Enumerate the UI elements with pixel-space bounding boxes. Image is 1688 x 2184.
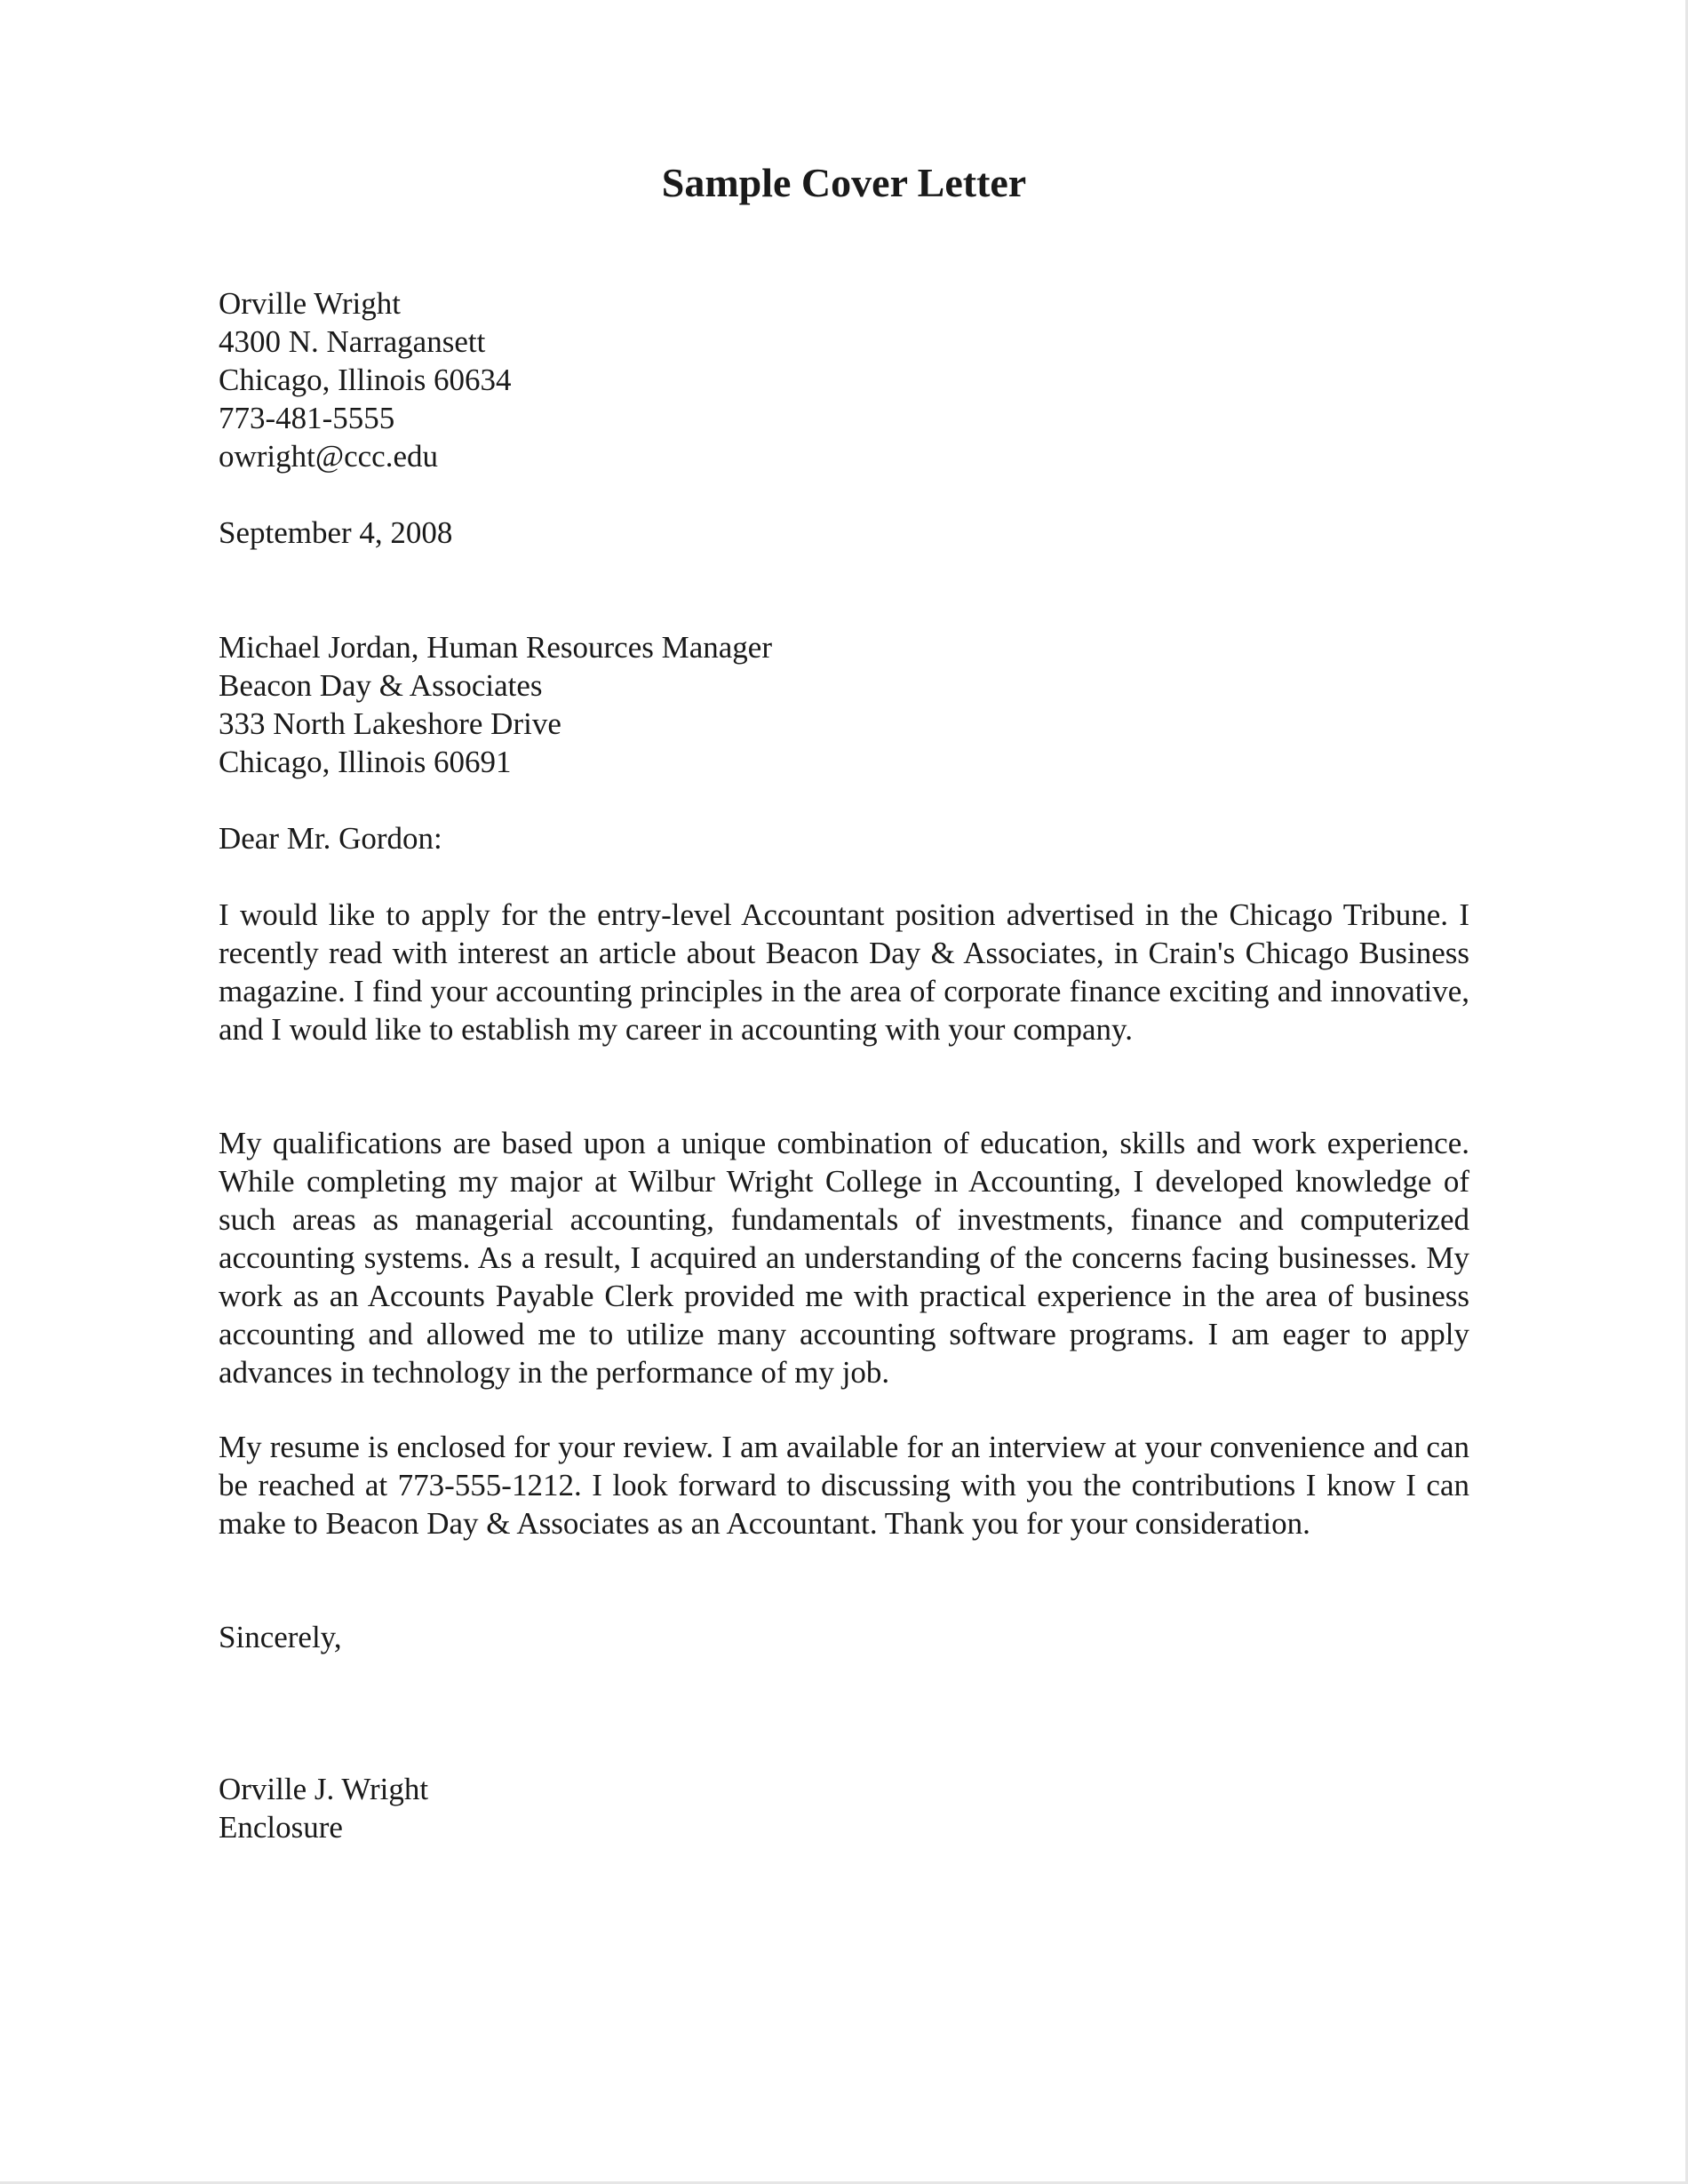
recipient-name-title: Michael Jordan, Human Resources Manager [219, 630, 772, 665]
sender-phone: 773-481-5555 [219, 401, 395, 435]
body-paragraph-1: I would like to apply for the entry-level Accountant position advertised in the Chicago Tribune. I recently read with interest an article about Beacon Day & Associates, in Crain's Chicago Business magazine. I find your accounting principles in the area of corporate finance exciting and innovative, and I would like to establish my career in accounting with your company. [219, 897, 1469, 1047]
salutation: Dear Mr. Gordon: [219, 821, 442, 856]
sender-email: owright@ccc.edu [219, 439, 438, 474]
signature-name: Orville J. Wright [219, 1772, 429, 1806]
body-paragraph-3: My resume is enclosed for your review. I am available for an interview at your convenience and can be reached at 773-555-1212. I look forward to discussing with you the contributions I know I can make to Beacon Day & Associates as an Accountant. Thank you for your consideration. [219, 1430, 1469, 1541]
closing: Sincerely, [219, 1620, 342, 1654]
recipient-company: Beacon Day & Associates [219, 668, 543, 703]
recipient-street: 333 North Lakeshore Drive [219, 706, 561, 741]
letter-title: Sample Cover Letter [661, 160, 1027, 205]
sender-street: 4300 N. Narragansett [219, 324, 486, 359]
enclosure-note: Enclosure [219, 1810, 343, 1845]
letter-date: September 4, 2008 [219, 515, 453, 550]
sender-city-state-zip: Chicago, Illinois 60634 [219, 363, 512, 397]
recipient-city-state-zip: Chicago, Illinois 60691 [219, 745, 512, 779]
recipient-address-block [219, 628, 1469, 781]
signature-block [219, 1770, 1469, 1846]
sender-address-block [219, 284, 1469, 475]
body-paragraph-2: My qualifications are based upon a unique combination of education, skills and work experience. While completing my major at Wilbur Wright College in Accounting, I developed knowledge of such areas as managerial accounting, fundamentals of investments, finance and computerized accounting systems. As a result, I acquired an understanding of the concerns facing businesses. My work as an Accounts Payable Clerk provided me with practical experience in the area of business accounting and allowed me to utilize many accounting software programs. I am eager to apply advances in technology in the performance of my job. [219, 1126, 1469, 1390]
sender-name: Orville Wright [219, 286, 401, 321]
